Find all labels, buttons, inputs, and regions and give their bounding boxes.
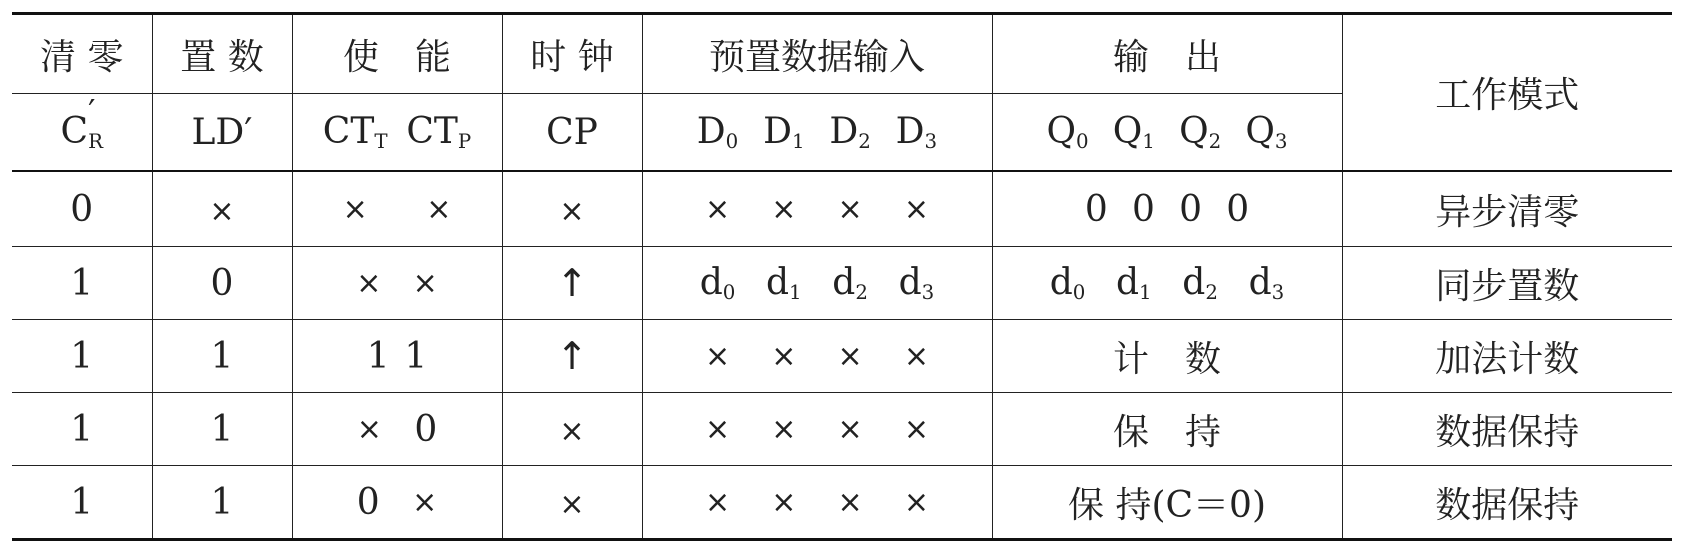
signal-cp: CP (502, 94, 642, 172)
cell-d: × × × × (642, 171, 992, 247)
cell-q: 0 0 0 0 (992, 171, 1342, 247)
header-load: 置 数 (152, 14, 292, 94)
signal-q3: $Q_3$ (1245, 111, 1288, 153)
cell-mode: 加法计数 (1342, 320, 1672, 393)
cell-q: 保 持(C＝0) (992, 466, 1342, 540)
cell-cr: 1 (12, 320, 152, 393)
signal-q2: $Q_2$ (1179, 111, 1222, 153)
cell-mode: 数据保持 (1342, 466, 1672, 540)
signal-d1: $D_1$ (763, 111, 805, 153)
header-enable: 使 能 (292, 14, 502, 94)
cell-cp: × (502, 466, 642, 540)
header-output: 输 出 (992, 14, 1342, 94)
cell-mode: 同步置数 (1342, 247, 1672, 320)
cell-d: × × × × (642, 393, 992, 466)
header-preset-input: 预置数据输入 (642, 14, 992, 94)
signal-q (992, 94, 1342, 172)
signal-q1: $Q_1$ (1112, 111, 1155, 153)
header-mode: 工作模式 (1342, 14, 1672, 172)
rising-edge-arrow-icon: ↑ (556, 334, 588, 378)
cell-ld: 1 (152, 320, 292, 393)
cell-cp (502, 247, 642, 320)
table-row (12, 171, 1672, 247)
cell-mode: 数据保持 (1342, 393, 1672, 466)
cell-cp: × (502, 393, 642, 466)
table-row (12, 393, 1672, 466)
cell-q: $d_0$ $d_1$ $d_2$ $d_3$ (992, 247, 1342, 320)
signal-ctt: $CT_T$ (322, 111, 388, 153)
cell-cr: 1 (12, 393, 152, 466)
signal-d (642, 94, 992, 172)
cell-ld: 0 (152, 247, 292, 320)
signal-d0: $D_0$ (696, 111, 739, 153)
cell-ld: 1 (152, 466, 292, 540)
table-row (12, 247, 1672, 320)
signal-ctp: $CT_P$ (406, 111, 472, 153)
header-row-names (12, 14, 1672, 94)
table-row (12, 466, 1672, 540)
signal-d2: $D_2$ (829, 111, 871, 153)
cell-mode: 异步清零 (1342, 171, 1672, 247)
cell-cp (502, 320, 642, 393)
cell-enable: × × (292, 247, 502, 320)
cell-q: 计 数 (992, 320, 1342, 393)
cell-ld: 1 (152, 393, 292, 466)
cell-enable: × × (292, 171, 502, 247)
cell-cr: 1 (12, 247, 152, 320)
header-clear: 清 零 (12, 14, 152, 94)
signal-d3: $D_3$ (895, 111, 938, 153)
cell-d: × × × × (642, 320, 992, 393)
cell-cr: 1 (12, 466, 152, 540)
cell-cp: × (502, 171, 642, 247)
cell-d: × × × × (642, 466, 992, 540)
signal-enable (292, 94, 502, 172)
cell-enable: 0 × (292, 466, 502, 540)
counter-function-table (12, 12, 1672, 541)
cell-ld: × (152, 171, 292, 247)
signal-cr: C ′ $_R$ (12, 94, 152, 172)
rising-edge-arrow-icon: ↑ (556, 261, 588, 305)
cell-enable: 1 1 (292, 320, 502, 393)
cell-q: 保 持 (992, 393, 1342, 466)
table-row (12, 320, 1672, 393)
signal-q0: $Q_0$ (1046, 111, 1089, 153)
cell-d: $d_0$ $d_1$ $d_2$ $d_3$ (642, 247, 992, 320)
header-clock: 时 钟 (502, 14, 642, 94)
signal-ld: LD′ (152, 94, 292, 172)
cell-enable: × 0 (292, 393, 502, 466)
cell-cr: 0 (12, 171, 152, 247)
